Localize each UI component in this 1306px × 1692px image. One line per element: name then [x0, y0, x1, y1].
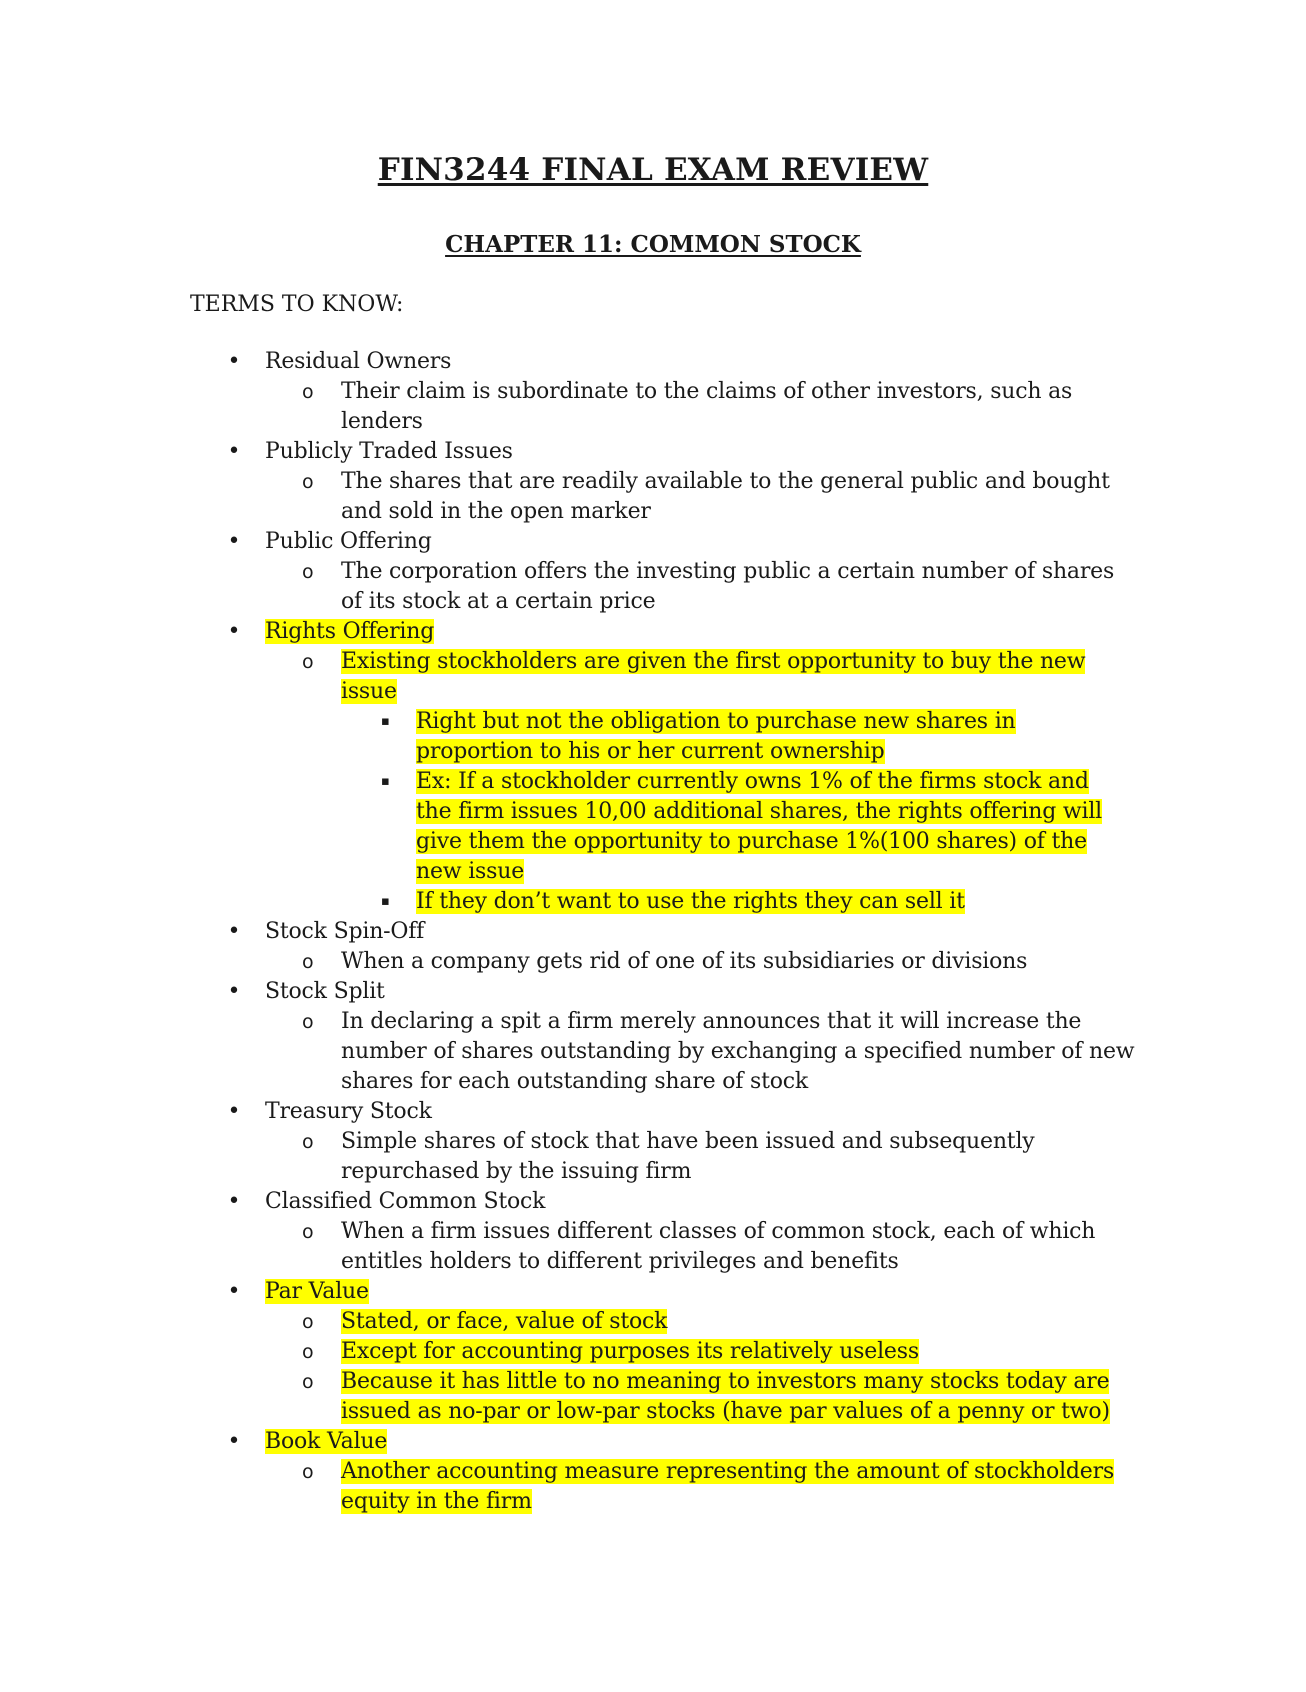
term-detail — [0, 1217, 1306, 1277]
circle-bullet-icon: o — [302, 1461, 314, 1483]
term-detail — [0, 947, 1306, 977]
square-bullet-icon: ▪ — [381, 774, 390, 789]
term-label-highlighted: Book Value — [265, 1429, 388, 1454]
term-item — [0, 917, 1306, 947]
term-detail-text-highlighted: Existing stockholders are given the first opportunity to buy the new issue — [341, 649, 1086, 704]
term-detail-text: The corporation offers the investing public a certain number of shares of its stock at a certain price — [341, 559, 1115, 614]
square-bullet-icon: ▪ — [381, 894, 390, 909]
square-bullet-icon: ▪ — [381, 714, 390, 729]
bullet-icon: • — [227, 979, 241, 1004]
term-subdetail-text: If they don’t want to use the rights they can sell it — [416, 889, 965, 914]
term-detail — [0, 1367, 1306, 1427]
circle-bullet-icon: o — [302, 561, 314, 583]
term-subdetail — [0, 887, 1306, 917]
term-label-highlighted: Par Value — [265, 1279, 369, 1304]
term-item — [0, 977, 1306, 1007]
bullet-icon: • — [227, 529, 241, 554]
term-label: Stock Split — [265, 979, 385, 1004]
bullet-icon: • — [227, 1429, 241, 1454]
term-item — [0, 527, 1306, 557]
term-item — [0, 1187, 1306, 1217]
term-label: Public Offering — [265, 529, 432, 554]
term-detail — [0, 647, 1306, 707]
term-detail — [0, 1457, 1306, 1517]
term-label-highlighted: Rights Offering — [265, 619, 435, 644]
term-item — [0, 1427, 1306, 1457]
term-detail — [0, 377, 1306, 437]
bullet-icon: • — [227, 439, 241, 464]
term-detail-text: The shares that are readily available to the general public and bought and sold in the open marker — [341, 469, 1110, 524]
term-detail-text-highlighted: Because it has little to no meaning to investors many stocks today are issued as no-par or low-par stocks (have par values of a penny or two) — [341, 1369, 1110, 1424]
term-detail-text-highlighted: Except for accounting purposes its relatively useless — [341, 1339, 919, 1364]
term-subdetail — [0, 767, 1306, 887]
bullet-icon: • — [227, 1279, 241, 1304]
circle-bullet-icon: o — [302, 951, 314, 973]
circle-bullet-icon: o — [302, 1311, 314, 1333]
term-label: Publicly Traded Issues — [265, 439, 513, 464]
term-item — [0, 347, 1306, 377]
term-item — [0, 1097, 1306, 1127]
term-detail-text: Their claim is subordinate to the claims of other investors, such as lenders — [341, 379, 1073, 434]
term-label: Stock Spin-Off — [265, 919, 425, 944]
circle-bullet-icon: o — [302, 1371, 314, 1393]
chapter-title: CHAPTER 11: COMMON STOCK — [445, 231, 861, 258]
term-detail-text: When a company gets rid of one of its subsidiaries or divisions — [341, 949, 1028, 974]
term-detail — [0, 1127, 1306, 1187]
term-item — [0, 1277, 1306, 1307]
terms-list — [0, 347, 1306, 1517]
term-detail-text: In declaring a spit a firm merely announces that it will increase the number of shares outstanding by exchanging a specified number of new shares for each outstanding share of stock — [341, 1009, 1135, 1094]
term-subdetail-text: Right but not the obligation to purchase new shares in proportion to his or her current ownership — [416, 709, 1016, 764]
term-detail-text-highlighted: Stated, or face, value of stock — [341, 1309, 668, 1334]
term-detail-text: When a firm issues different classes of common stock, each of which entitles holders to different privileges and benefits — [341, 1219, 1096, 1274]
term-item — [0, 617, 1306, 647]
term-detail-text: Simple shares of stock that have been issued and subsequently repurchased by the issuing firm — [341, 1129, 1035, 1184]
circle-bullet-icon: o — [302, 1131, 314, 1153]
term-detail — [0, 1307, 1306, 1337]
term-detail — [0, 1337, 1306, 1367]
circle-bullet-icon: o — [302, 1011, 314, 1033]
circle-bullet-icon: o — [302, 381, 314, 403]
term-detail — [0, 467, 1306, 527]
document-title: FIN3244 FINAL EXAM REVIEW — [377, 152, 929, 188]
term-detail-text-highlighted: Another accounting measure representing the amount of stockholders equity in the firm — [341, 1459, 1115, 1514]
terms-heading: TERMS TO KNOW: — [190, 292, 404, 317]
bullet-icon: • — [227, 1099, 241, 1124]
term-detail — [0, 1007, 1306, 1097]
bullet-icon: • — [227, 619, 241, 644]
bullet-icon: • — [227, 349, 241, 374]
term-subdetail — [0, 707, 1306, 767]
term-label: Residual Owners — [265, 349, 452, 374]
circle-bullet-icon: o — [302, 1221, 314, 1243]
bullet-icon: • — [227, 919, 241, 944]
term-item — [0, 437, 1306, 467]
bullet-icon: • — [227, 1189, 241, 1214]
term-subdetail-text: Ex: If a stockholder currently owns 1% of the firms stock and the firm issues 10,00 additional shares, the rights offering will give them the opportunity to purchase 1%(100 shares) of the new issue — [416, 769, 1103, 884]
circle-bullet-icon: o — [302, 471, 314, 493]
term-label: Classified Common Stock — [265, 1189, 546, 1214]
circle-bullet-icon: o — [302, 651, 314, 673]
circle-bullet-icon: o — [302, 1341, 314, 1363]
term-label: Treasury Stock — [265, 1099, 432, 1124]
term-detail — [0, 557, 1306, 617]
